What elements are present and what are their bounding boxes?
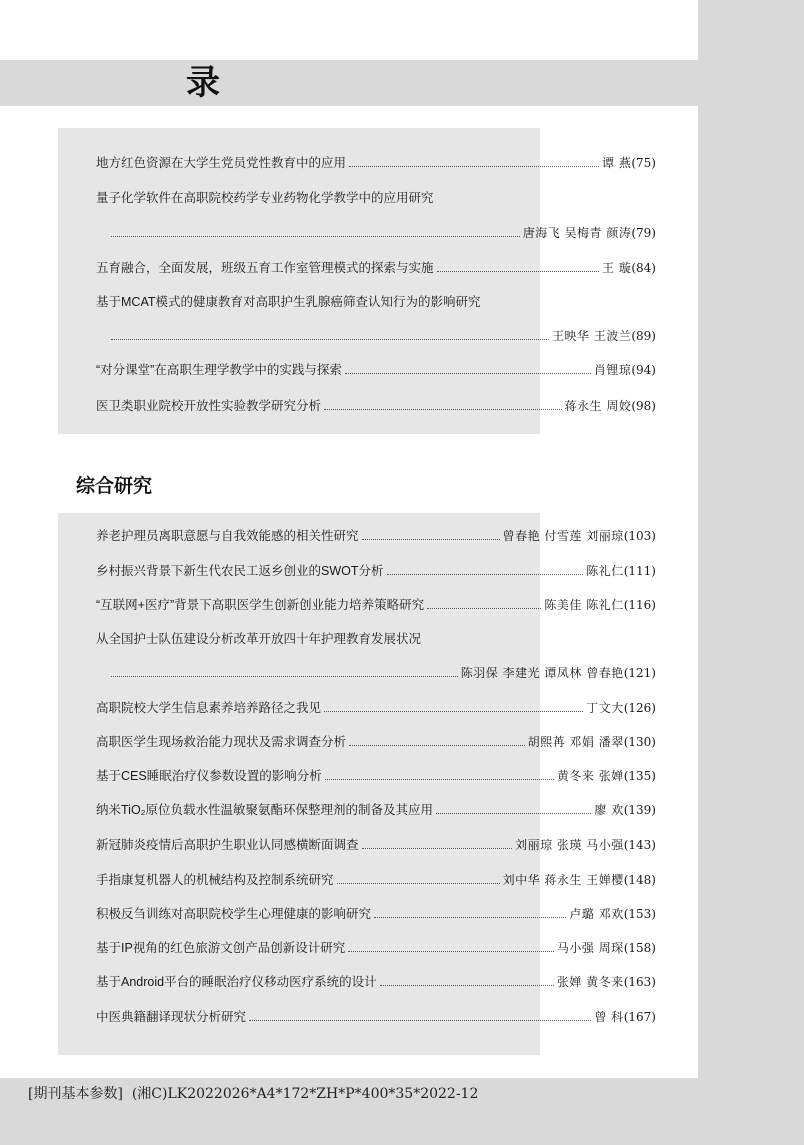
entry-title: 量子化学软件在高职院校药学专业药物化学教学中的应用研究 [96, 191, 434, 205]
section-heading: 综合研究 [76, 475, 153, 497]
entry-title: 乡村振兴背景下新生代农民工返乡创业的SWOT分析 [96, 564, 384, 578]
entry-page: (89) [631, 329, 656, 343]
dot-leader [324, 409, 562, 410]
entry-title: 养老护理员离职意愿与自我效能感的相关性研究 [96, 529, 359, 543]
dot-leader [324, 711, 583, 712]
toc-entry[interactable] [96, 1006, 656, 1028]
entry-page: (167) [623, 1010, 656, 1024]
toc-entry-continuation[interactable] [108, 662, 656, 684]
toc-entry[interactable] [96, 560, 656, 582]
entry-authors: 曾 科 [594, 1010, 624, 1024]
toc-entry[interactable] [96, 869, 656, 891]
entry-authors: 唐海飞 吴梅青 颜涛 [522, 226, 632, 240]
entry-authors: 陈美佳 陈礼仁 [544, 598, 624, 612]
right-margin-band [698, 0, 804, 1145]
entry-title: 积极反刍训练对高职院校学生心理健康的影响研究 [96, 907, 372, 921]
entry-title: “对分课堂”在高职生理学教学中的实践与探索 [96, 363, 342, 377]
toc-entry[interactable] [96, 971, 656, 993]
entry-page: (121) [623, 666, 656, 680]
entry-title: 基于Android平台的睡眠治疗仪移动医疗系统的设计 [96, 975, 377, 989]
entry-title: “互联网+医疗”背景下高职医学生创新创业能力培养策略研究 [96, 598, 425, 612]
dot-leader [362, 848, 513, 849]
entry-authors: 刘中华 蒋永生 王婵樱 [502, 873, 624, 887]
dot-leader [387, 574, 584, 575]
entry-page: (148) [623, 873, 656, 887]
dot-leader [111, 339, 549, 340]
toc-entry[interactable] [96, 628, 656, 650]
entry-page: (135) [623, 769, 656, 783]
toc-entry[interactable] [96, 799, 656, 821]
entry-page: (98) [631, 399, 656, 413]
toc-entry[interactable] [96, 152, 656, 174]
entry-page: (130) [623, 735, 656, 749]
entry-authors: 丁文大 [586, 701, 624, 715]
toc-entry[interactable] [96, 937, 656, 959]
toc-entry[interactable] [96, 834, 656, 856]
entry-page: (79) [631, 226, 656, 240]
entry-authors: 肖锂琼 [593, 363, 632, 377]
toc-entry[interactable] [96, 903, 656, 925]
toc-entry[interactable] [96, 594, 656, 616]
toc-entry[interactable] [96, 697, 656, 719]
header-band [0, 60, 698, 106]
toc-entry[interactable] [96, 525, 656, 547]
dot-leader [111, 236, 520, 237]
entry-page: (116) [623, 598, 656, 612]
toc-entry-continuation[interactable] [108, 222, 656, 244]
entry-authors: 廖 欢 [594, 803, 624, 817]
entry-authors: 曾春艳 付雪莲 刘丽琼 [502, 529, 624, 543]
journal-parameters: [期刊基本参数] (湘C)LK2022026*A4*172*ZH*P*400*35*2022-12 [28, 1086, 479, 1102]
dot-leader [437, 271, 600, 272]
entry-title: 高职医学生现场救治能力现状及需求调查分析 [96, 735, 347, 749]
entry-title: 高职院校大学生信息素养培养路径之我见 [96, 701, 322, 715]
dot-leader [436, 813, 591, 814]
toc-entry[interactable] [96, 395, 656, 417]
entry-title: 医卫类职业院校开放性实验教学研究分析 [96, 399, 322, 413]
entry-authors: 张婵 黄冬来 [556, 975, 624, 989]
entry-title: 基于IP视角的红色旅游文创产品创新设计研究 [96, 941, 346, 955]
entry-authors: 胡熙苒 邓娟 潘翠 [527, 735, 624, 749]
toc-entry-continuation[interactable] [108, 325, 656, 347]
entry-page: (126) [623, 701, 656, 715]
entry-page: (84) [631, 261, 656, 275]
entry-authors: 刘丽琼 张瑛 马小强 [515, 838, 624, 852]
entry-page: (139) [623, 803, 656, 817]
entry-title: 新冠肺炎疫情后高职护生职业认同感横断面调查 [96, 838, 359, 852]
entry-authors: 卢璐 邓欢 [569, 907, 624, 921]
toc-entry[interactable] [96, 291, 656, 313]
entry-title: 纳米TiO₂原位负载水性温敏聚氨酯环保整理剂的制备及其应用 [96, 803, 434, 817]
entry-page: (158) [623, 941, 656, 955]
entry-authors: 蒋永生 周姣 [564, 399, 632, 413]
toc-entry[interactable] [96, 765, 656, 787]
dot-leader [380, 985, 554, 986]
entry-page: (94) [631, 363, 656, 377]
toc-entry[interactable] [96, 257, 656, 279]
entry-title: 基于CES睡眠治疗仪参数设置的影响分析 [96, 769, 322, 783]
entry-page: (75) [631, 156, 656, 170]
entry-page: (143) [623, 838, 656, 852]
dot-leader [348, 951, 554, 952]
entry-authors: 谭 燕 [602, 156, 632, 170]
toc-entry[interactable] [96, 359, 656, 381]
dot-leader [374, 917, 566, 918]
entry-title: 地方红色资源在大学生党员党性教育中的应用 [96, 156, 347, 170]
entry-page: (111) [623, 564, 656, 578]
entry-page: (103) [623, 529, 656, 543]
dot-leader [345, 373, 591, 374]
entry-page: (163) [623, 975, 656, 989]
dot-leader [111, 676, 458, 677]
dot-leader [249, 1020, 591, 1021]
entry-title: 从全国护士队伍建设分析改革开放四十年护理教育发展状况 [96, 632, 422, 646]
entry-authors: 王 璇 [602, 261, 632, 275]
page-title: 录 [186, 63, 220, 103]
entry-authors: 王映华 王波兰 [552, 329, 632, 343]
dot-leader [349, 166, 599, 167]
entry-page: (153) [623, 907, 656, 921]
entry-authors: 马小强 周琛 [556, 941, 624, 955]
toc-entry[interactable] [96, 187, 656, 209]
toc-entry[interactable] [96, 731, 656, 753]
entry-title: 五育融合，全面发展，班级五育工作室管理模式的探索与实施 [96, 261, 434, 275]
entry-title: 手指康复机器人的机械结构及控制系统研究 [96, 873, 334, 887]
dot-leader [362, 539, 500, 540]
dot-leader [349, 745, 525, 746]
entry-authors: 陈礼仁 [586, 564, 624, 578]
dot-leader [325, 779, 554, 780]
entry-title: 基于MCAT模式的健康教育对高职护生乳腺癌筛查认知行为的影响研究 [96, 295, 481, 309]
entry-title: 中医典籍翻译现状分析研究 [96, 1010, 247, 1024]
entry-authors: 陈羽保 李建光 谭凤林 曾春艳 [460, 666, 624, 680]
dot-leader [337, 883, 500, 884]
dot-leader [427, 608, 541, 609]
entry-authors: 黄冬来 张婵 [556, 769, 624, 783]
